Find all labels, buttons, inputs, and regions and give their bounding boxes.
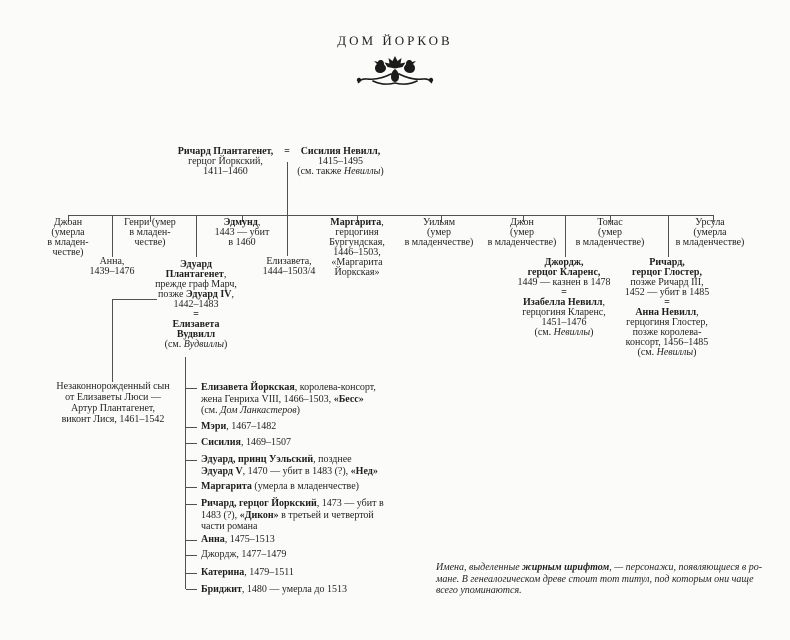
person-joan: Джоан (умерла в младен- честве) xyxy=(47,217,89,258)
page-title: ДОМ ЙОРКОВ xyxy=(337,33,453,48)
person-john: Джон (умер в младенчестве) xyxy=(487,217,557,248)
person-richard-iii-anne-neville: Ричард, герцог Глостер, позже Ричард III, 1452 — убит в 1485 = Анна Невилл, герцогиня Глостер, позже королева- консорт, 1456–1485 (см. Невиллы) xyxy=(624,257,710,358)
person-william: Уильям (умер в младенчестве) xyxy=(404,217,474,248)
list-tick-line xyxy=(186,427,197,428)
person-george-clarence-isabel-neville: Джордж, герцог Кларенс, 1449 — казнен в 1478 = Изабелла Невилл, герцогиня Кларенс, 1451–1476 (см. Невиллы) xyxy=(517,257,611,338)
person-anna: Анна, 1439–1476 xyxy=(89,256,135,277)
list-tick-line xyxy=(186,573,197,574)
list-tick-line xyxy=(186,504,197,505)
person-richard-duke-of-york: Ричард Плантагенет, герцог Йоркский, 1411–1460 xyxy=(177,146,274,177)
child-item-anna: Анна, 1475–1513 xyxy=(201,534,275,545)
child-item-bridget: Бриджит, 1480 — умерла до 1513 xyxy=(201,584,347,595)
siblings-rail-line xyxy=(68,215,714,216)
person-arthur-plantagenet-note: Незаконнорожденный сын от Елизаветы Люси — Артур Плантагенет, виконт Лися, 1461–1542 xyxy=(56,381,170,425)
child-item-george: Джордж, 1477–1479 xyxy=(201,549,287,560)
child-item-elizabeth-of-york: Елизавета Йоркская, королева-консорт, жена Генриха VIII, 1466–1503, «Бесс» (см. Дом Ланкастеров) xyxy=(201,382,376,416)
person-henry: Генри (умер в младен- честве) xyxy=(124,217,176,248)
bastard-branch-hline xyxy=(112,299,157,300)
list-tick-line xyxy=(186,460,197,461)
person-elizabeth-woodville: Елизавета Вудвилл (см. Вудвиллы) xyxy=(164,319,228,350)
child-item-cecily: Сисилия, 1469–1507 xyxy=(201,437,291,448)
person-cecily-neville: Сисилия Невилл, 1415–1495 (см. также Невиллы) xyxy=(297,146,384,177)
list-tick-line xyxy=(186,589,197,590)
person-thomas: Томас (умер в младенчестве) xyxy=(575,217,645,248)
child-item-mary: Мэри, 1467–1482 xyxy=(201,421,277,432)
list-tick-line xyxy=(186,555,197,556)
child-item-katherine: Катерина, 1479–1511 xyxy=(201,567,294,578)
list-tick-line xyxy=(186,540,197,541)
person-margaret-of-burgundy: Маргарита, герцогиня Бургундская, 1446–1503, «Маргарита Йоркская» xyxy=(329,217,385,278)
person-elizabeth: Елизавета, 1444–1503/4 xyxy=(262,256,316,277)
marriage-equals-sign: = xyxy=(284,146,290,157)
person-edmund: Эдмунд, 1443 — убит в 1460 xyxy=(214,217,270,248)
bastard-branch-vline xyxy=(112,299,113,382)
marriage-equals-sign: = xyxy=(193,309,199,320)
list-tick-line xyxy=(186,443,197,444)
floral-ornament-icon xyxy=(353,54,437,88)
child-item-richard-of-york: Ричард, герцог Йоркский, 1473 — убит в 1483 (?), «Дикон» в третьей и четвертой части романа xyxy=(201,498,384,532)
list-tick-line xyxy=(186,388,197,389)
parents-descent-line xyxy=(287,162,288,256)
list-tick-line xyxy=(186,487,197,488)
person-edward-iv: Эдуард Плантагенет, прежде граф Марч, позже Эдуард IV, 1442–1483 xyxy=(155,259,237,310)
footnote: Имена, выделенные жирным шрифтом, — персонажи, появляющиеся в ро- мане. В генеалогическом древе стоит тот титул, под которым они чаще всего упоминаются. xyxy=(436,562,763,597)
child-item-margaret: Маргарита (умерла в младенчестве) xyxy=(201,481,359,492)
person-ursula: Урсула (умерла в младенчестве) xyxy=(675,217,745,248)
child-item-edward-v: Эдуард, принц Уэльский, позднее Эдуард V, 1470 — убит в 1483 (?), «Нед» xyxy=(201,454,378,477)
